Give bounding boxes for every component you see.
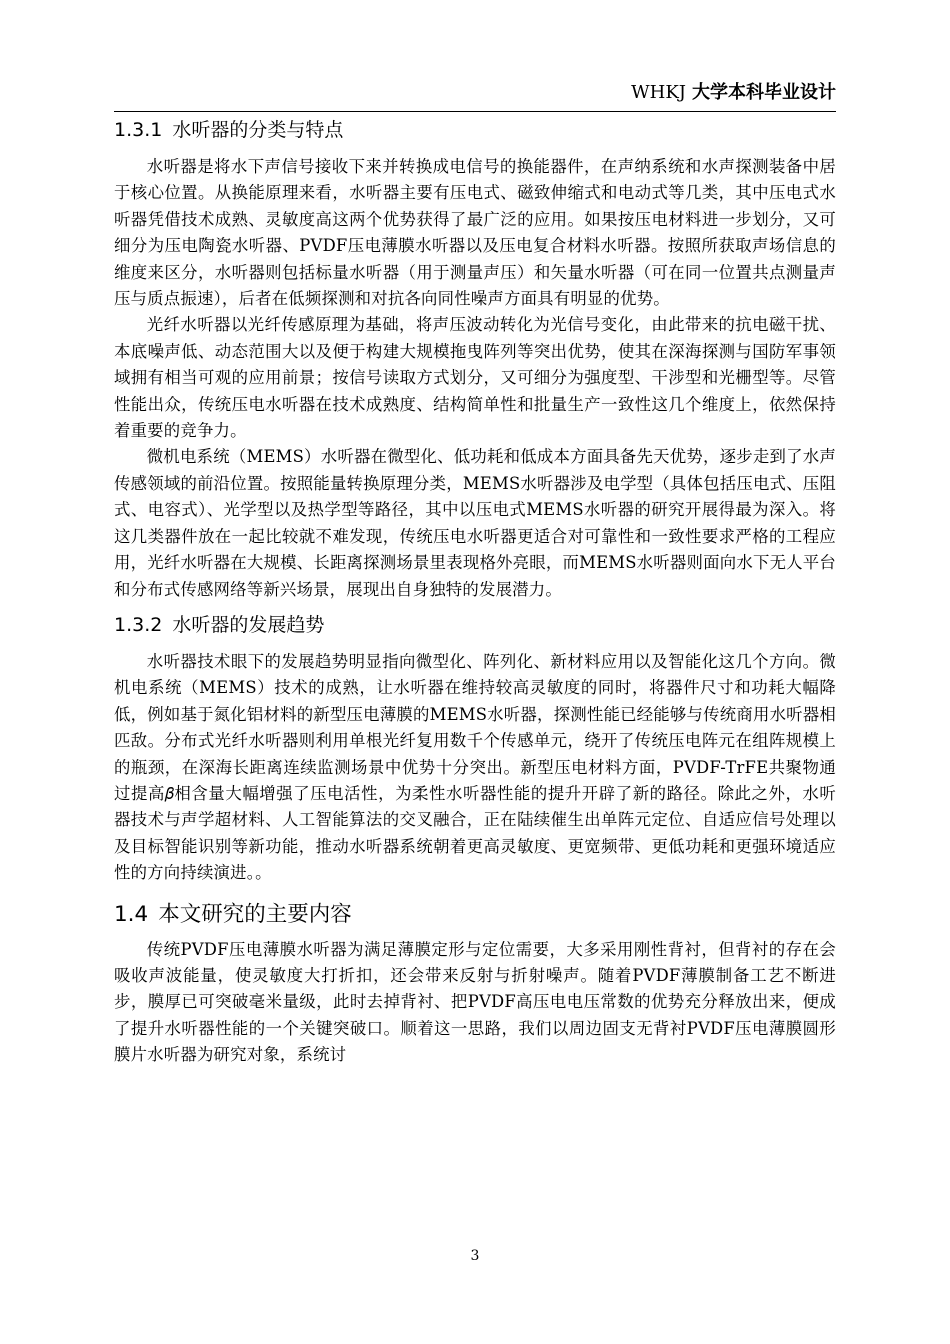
paragraph: 光纤水听器以光纤传感原理为基础，将声压波动转化为光信号变化，由此带来的抗电磁干扰、本底噪声低、动态范围大以及便于构建大规模拖曳阵列等突出优势，使其在深海探测与国防军事领域拥有相当可观的应用前景；按信号读取方式划分，又可细分为强度型、干涉型和光栅型等。尽管性能出众，传统压电水听器在技术成熟度、结构简单性和批量生产一致性这几个维度上，依然保持着重要的竞争力。 [114,315,836,441]
page-header [114,80,836,106]
page-number: 3 [470,1248,480,1264]
header-title: 大学本科毕业设计 [692,82,836,103]
section-number: 1.4 [114,901,149,927]
section-title: 水听器的发展趋势 [172,613,325,636]
paragraph: 传统PVDF压电薄膜水听器为满足薄膜定形与定位需要，大多采用刚性背衬，但背衬的存在会吸收声波能量，使灵敏度大打折扣，还会带来反射与折射噪声。随着PVDF薄膜制备工艺不断进步，膜厚已可突破毫米量级，此时去掉背衬、把PVDF高压电电压常数的优势充分释放出来，便成了提升水听器性能的一个关键突破口。顺着这一思路，我们以周边固支无背衬PVDF压电薄膜圆形膜片水听器为研究对象，系统讨 [114,939,836,1065]
section-number: 1.3.2 [114,613,163,636]
header-prefix: WHKJ [631,82,686,103]
section-number: 1.3.1 [114,119,163,141]
paragraph: 水听器技术眼下的发展趋势明显指向微型化、阵列化、新材料应用以及智能化这几个方向。微机电系统（MEMS）技术的成熟，让水听器在维持较高灵敏度的同时，将器件尺寸和功耗大幅降低，例如基于氮化铝材料的新型压电薄膜的MEMS水听器，探测性能已经能够与传统商用水听器相匹敌。分布式光纤水听器则利用单根光纤复用数千个传感单元，绕开了传统压电阵元在组阵规模上的瓶颈，在深海长距离连续监测场景中优势十分突出。新型压电材料方面，PVDF-TrFE共聚物通过提高𝛽相含量大幅增强了压电活性，为柔性水听器性能的提升开辟了新的路径。除此之外，水听器技术与声学超材料、人工智能算法的交叉融合，正在陆续催生出单阵元定位、自适应信号处理以及目标智能识别等新功能，推动水听器系统朝着更高灵敏度、更宽频带、更低功耗和更强环境适应性的方向持续演进。。 [114,651,836,883]
page-body [114,112,836,1069]
section-title: 水听器的分类与特点 [172,119,344,141]
paragraph: 微机电系统（MEMS）水听器在微型化、低功耗和低成本方面具备先天优势，逐步走到了水声传感领域的前沿位置。按照能量转换原理分类，MEMS水听器涉及电学型（具体包括压电式、压阻式、电容式）、光学型以及热学型等路径，其中以压电式MEMS水听器的研究开展得最为深入。将这几类器件放在一起比较就不难发现，传统压电水听器更适合对可靠性和一致性要求严格的工程应用，光纤水听器在大规模、长距离探测场景里表现格外亮眼，而MEMS水听器则面向水下无人平台和分布式传感网络等新兴场景，展现出自身独特的发展潜力。 [114,447,836,599]
section-heading-1-3-2 [114,607,836,643]
section-heading-1-4 [114,893,836,937]
section-heading-1-3-1 [114,112,836,148]
paragraph: 水听器是将水下声信号接收下来并转换成电信号的换能器件，在声纳系统和水声探测装备中居于核心位置。从换能原理来看，水听器主要有压电式、磁致伸缩式和电动式等几类，其中压电式水听器凭借技术成熟、灵敏度高这两个优势获得了最广泛的应用。如果按压电材料进一步划分，又可细分为压电陶瓷水听器、PVDF压电薄膜水听器以及压电复合材料水听器。按照所获取声场信息的维度来区分，水听器则包括标量水听器（用于测量声压）和矢量水听器（可在同一位置共点测量声压与质点振速），后者在低频探测和对抗各向同性噪声方面具有明显的优势。 [114,157,836,309]
section-title: 本文研究的主要内容 [158,901,352,927]
